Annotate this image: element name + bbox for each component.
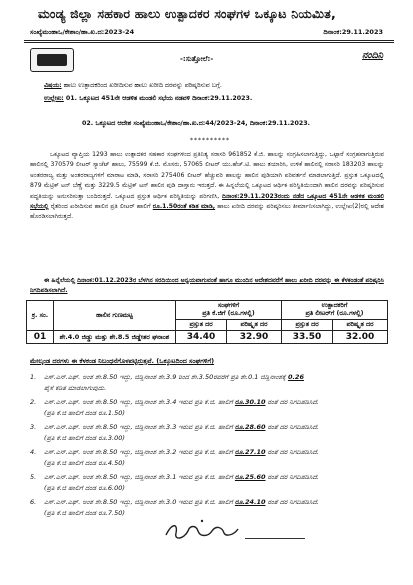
col-society-revised: ಪರಿಷ್ಕೃತ ದರ <box>227 320 282 331</box>
col-producer-revised: ಪರಿಷ್ಕೃತ ದರ <box>333 320 388 331</box>
item-text-end: ರಂತೆ ದರ ನಿಗದಿಪಡಿಸಿದೆ. <box>267 398 319 406</box>
item-line <box>44 422 388 433</box>
body-paragraph-2 <box>30 276 384 297</box>
item-text-end: ರಂತೆ ದರ ನಿಗದಿಪಡಿಸಿದೆ. <box>267 448 319 456</box>
row-grade: ಶೇ.4.0 ಜಿಡ್ಡು ಮತ್ತು ಶೇ.8.5 ಜಿಡ್ಡೇತರ ಘನಾಂಶ <box>54 331 176 344</box>
circular-date: ದಿನಾಂಕ:29.11.2023 <box>323 28 383 36</box>
col-producer-current: ಪ್ರಸ್ತುತ ದರ <box>282 320 333 331</box>
item-text: ಎಸ್.ಎನ್.ಎಫ್. ಅಂಶ ಶೇ.8.50 ಇದ್ದು, ಜಿಡ್ಡಿನಾಂಶ ಶೇ.3.9 ರಿಂದ ಶೇ.3.50ರವರೆಗೆ ಪ್ರತಿ ಶೇ.0.1 ಜಿಡ್ಡಿನಾಂಶಕ್ಕೆ <box>44 373 286 381</box>
group-producer-title: ಉತ್ಪಾದಕರಿಗೆ <box>321 302 348 309</box>
item-text: ಎಸ್.ಎನ್.ಎಫ್. ಅಂಶ ಶೇ.8.50 ಇದ್ದು, ಜಿಡ್ಡಿನಾಂಶ ಶೇ.3.3 ಇರುವ ಪ್ರತಿ ಕೆ.ಜಿ. ಹಾಲಿಗೆ <box>44 423 233 431</box>
union-logo <box>30 48 74 72</box>
item-line <box>44 497 388 508</box>
item-amount: ರೂ.24.10 <box>234 498 266 506</box>
reference-number: ಸಂಖ್ಯೆಮಂಹಾಒ/ಕೇಶಾಂ/ಹಾ.ಖ.ದ:2023-24 <box>30 28 135 36</box>
item-line <box>44 447 388 458</box>
item-text: ಎಸ್.ಎನ್.ಎಫ್. ಅಂಶ ಶೇ.8.50 ಇದ್ದು, ಜಿಡ್ಡಿನಾಂಶ ಶೇ.3.1 ಇರುವ ಪ್ರತಿ ಕೆ.ಜಿ. ಹಾಲಿಗೆ <box>44 473 233 481</box>
group-society-title: ಸಂಘಗಳಿಗೆ <box>217 302 240 309</box>
separator-stars: ********** <box>190 137 230 144</box>
group-society <box>176 301 282 320</box>
body-paragraph-1 <box>30 150 384 223</box>
item-number: 2. <box>30 398 37 406</box>
para1-meeting-date: ದಿನಾಂಕ:29.11.2023ರಂದು ನಡೆದ ಒಕ್ಕೂಟದ 451ನೇ ಆಡಳಿತ ಮಂಡಲಿ ಸಭೆಯಲ್ಲಿ <box>30 192 384 211</box>
item-penalty: (ಪ್ರತಿ ಕೆ.ಜಿ ಹಾಲಿಗೆ ದಂಡ ರೂ.6.00) <box>44 484 125 492</box>
nandini-brand-mark: ನಂದಿನಿ <box>362 50 383 61</box>
item-number: 6. <box>30 498 37 506</box>
item-penalty: (ಪ್ರತಿ ಕೆ.ಜಿ ಹಾಲಿಗೆ ದಂಡ ರೂ.1.50) <box>44 409 125 417</box>
item-amount: ರೂ.30.10 <box>234 398 266 406</box>
item-amount: ರೂ.25.60 <box>234 473 266 481</box>
circular-heading: -:ಸುತ್ತೋಲೆ:- <box>180 55 214 63</box>
producer-revised-rate: 32.00 <box>333 331 388 344</box>
item-amount: 0.26 <box>287 373 304 381</box>
header-rule-double <box>24 42 394 43</box>
item-text-end: ರಂತೆ ದರ ನಿಗದಿಪಡಿಸಿದೆ. <box>267 423 319 431</box>
item-number: 5. <box>30 473 37 481</box>
society-current-rate: 34.40 <box>176 331 227 344</box>
item-amount: ರೂ.28.60 <box>234 423 266 431</box>
subject-line <box>44 82 222 90</box>
para1-reduction: ರೂ.1.50ರಂತೆ ಕಡಿತ ಮಾಡಿ, <box>152 203 216 211</box>
reference-item-2: 02. ಒಕ್ಕೂಟದ ಆದೇಶ ಸಂಖ್ಯೆಮಂಹಾಒ/ಕೇಶಾಂ/ಹಾ.ಖ.ದ:44/2023-24, ದಿನಾಂಕ:29.11.2023. <box>82 120 310 127</box>
list-item <box>30 472 388 494</box>
group-society-unit: ಪ್ರತಿ ಕೆ.ಜಿಗೆ (ರೂ.ಗಳಲ್ಲಿ) <box>202 310 255 317</box>
item-line <box>44 372 388 383</box>
reference-label: ಉಲ್ಲೇಖ: <box>44 95 64 102</box>
para2-text-a: ಈ ಹಿನ್ನೆಲೆಯಲ್ಲಿ <box>44 277 76 284</box>
group-producer-unit: ಪ್ರತಿ ಲೀಟರ್‌ಗೆ (ರೂ.ಗಳಲ್ಲಿ) <box>305 310 364 317</box>
col-society-current: ಪ್ರಸ್ತುತ ದರ <box>176 320 227 331</box>
col-milk-grade: ಹಾಲಿನ ಗುಣಮಟ್ಟ <box>54 301 176 331</box>
item-penalty: (ಪ್ರತಿ ಕೆ.ಜಿ ಹಾಲಿಗೆ ದಂಡ ರೂ.4.50) <box>44 459 125 467</box>
list-item <box>30 372 388 394</box>
para1-text-a: ಒಕ್ಕೂಟದ ವ್ಯಾಪ್ತಿಯ 1293 ಹಾಲು ಉತ್ಪಾದಕರ ಸಹಕಾರ ಸಂಘಗಳಿಂದ ಪ್ರತಿನಿತ್ಯ ಸರಾಸರಿ 961852 ಕೆ.ಜಿ. ಹಾಲನ್ನು ಸಂಗ್ರಹಿಸಲಾಗುತ್ತಿದ್ದು, ಒಟ್ಟಾರೆ ಸಂಗ್ರಹವಾಗುತ್ತಿರುವ ಹಾಲಿನಲ್ಲಿ 370579 ಲೀಟರ್ ಸ್ಯಾಚೆಟ್ ಹಾಲು, 75599 ಕೆ.ಜಿ. ಮೊಸರು, 57065 ಲೀಟರ್ ಯು.ಹೆಚ್.ಟಿ. ಹಾಲು ತಯಾರಿಸಿ, ಉಳಿಕೆ ಹಾಲಿನಲ್ಲಿ ಸರಾಸರಿ 183203 ಹಾಲನ್ನು ಅಂತರರಾಜ್ಯ ಮತ್ತು ಅಂತರರಾಜ್ಯಗಳಿಗೆ ಮಾರಾಟ ಮಾಡಿ, ಸರಾಸರಿ 275406 ಲೀಟರ್ ಹೆಚ್ಚುವರಿ ಹಾಲನ್ನು ಹಾಲಿನ ಪುಡಿಯಾಗಿ ಪರಿವರ್ತನೆ ಮಾಡಲಾಗುತ್ತಿದೆ. ಪ್ರಸ್ತುತ ಒಕ್ಕೂಟದಲ್ಲಿ 879 ಮೆಟ್ರಿಕ್ ಟನ್ ಬೆಣ್ಣೆ ಮತ್ತು 3229.5 ಮೆಟ್ರಿಕ್ ಟನ್ ಹಾಲಿನ ಪುಡಿ ದಾಸ್ತಾನು ಇರುತ್ತದೆ. ಈ ಹಿನ್ನಲೆಯಲ್ಲಿ ಒಕ್ಕೂಟದ ಆರ್ಥಿಕ ಪರಿಸ್ಥಿತಿಯಿಂದಾಗಿ ಹಾಲಿನ ದರವನ್ನು ಪರಿಷ್ಕರಿಸುವ ಪದ್ಧತಿಯನ್ನು ಅನುಸರಿಸುತ್ತಾ ಬಂದಿರುತ್ತದೆ. ಒಕ್ಕೂಟದ ಪ್ರಸ್ತುತ ಆರ್ಥಿಕ ಪರಿಸ್ಥಿತಿಯನ್ನು ಪರಿಗಣಿಸಿ, <box>30 151 384 200</box>
signature-line <box>245 538 305 539</box>
para2-effective-date: ದಿನಾಂಕ:01.12.2023ರ ಬೆಳಗಿನ ಸರದಿಯಿಂದ ಅನ್ವಯವಾಗುವಂತೆ ಹಾಗೂ ಮುಂದಿನ ಆದೇಶದವರೆಗೆ ಹಾಲು ಖರೀದಿ ದರವನ್ನು ಈ ಕೆಳಕಂಡಂತೆ ಪರಿಷ್ಕರಿಸಿ ನಿಗದಿಪಡಿಸಲಾಗಿದೆ. <box>30 277 384 295</box>
price-table <box>26 300 388 344</box>
table-row <box>27 331 388 344</box>
list-item <box>30 422 388 444</box>
item-text: ಎಸ್.ಎನ್.ಎಫ್. ಅಂಶ ಶೇ.8.50 ಇದ್ದು, ಜಿಡ್ಡಿನಾಂಶ ಶೇ.3.4 ಇರುವ ಪ್ರತಿ ಕೆ.ಜಿ. ಹಾಲಿಗೆ <box>44 398 233 406</box>
row-sl: 01 <box>27 331 54 344</box>
list-item <box>30 447 388 469</box>
penalty-list <box>30 372 388 522</box>
reference-item-1: 01. ಒಕ್ಕೂಟದ 451ನೇ ಆಡಳಿತ ಮಂಡಲಿ ಸಭೆಯ ನಡವಳಿ ದಿನಾಂಕ:29.11.2023. <box>65 95 253 102</box>
subject-text: ಹಾಲು ಉತ್ಪಾದಕರಿಂದ ಖರೀದಿಸುವ ಹಾಲು ಖರೀದಿ ದರವನ್ನು ಪರಿಷ್ಕರಿಸುವ ಬಗ್ಗೆ. <box>63 82 222 89</box>
item-amount: ರೂ.27.10 <box>234 448 266 456</box>
item-text-end: ಪೈಸೆ ಕಡಿತ ಮಾಡಲಾಗುವುದು. <box>44 384 107 392</box>
signature <box>162 515 242 545</box>
reference-line-2 <box>82 120 310 128</box>
penalty-heading: ಮೇಲ್ಕಂಡ ದರಗಳು ಈ ಕೆಳಕಂಡ ನಿಬಂಧನೆಗೊಳಪಟ್ಟಿರುತ್ತವೆ. (ಒಕ್ಕೂಟದಿಂದ ಸಂಘಗಳಿಗೆ) <box>30 357 215 365</box>
item-line <box>44 397 388 408</box>
list-item <box>30 397 388 419</box>
item-text-end: ರಂತೆ ದರ ನಿಗದಿಪಡಿಸಿದೆ. <box>267 473 319 481</box>
col-sl-no: ಕ್ರ. ಸಂ. <box>27 301 54 331</box>
item-penalty: (ಪ್ರತಿ ಕೆ.ಜಿ ಹಾಲಿಗೆ ದಂಡ ರೂ.7.50) <box>44 509 125 517</box>
union-title: ಮಂಡ್ಯ ಜಿಲ್ಲಾ ಸಹಕಾರ ಹಾಲು ಉತ್ಪಾದಕರ ಸಂಘಗಳ ಒಕ್ಕೂಟ ನಿಯಮಿತ, <box>38 6 336 21</box>
item-number: 1. <box>30 373 37 381</box>
item-text: ಎಸ್.ಎನ್.ಎಫ್. ಅಂಶ ಶೇ.8.50 ಇದ್ದು, ಜಿಡ್ಡಿನಾಂಶ ಶೇ.3.0 ಇರುವ ಪ್ರತಿ ಕೆ.ಜಿ. ಹಾಲಿಗೆ <box>44 498 233 506</box>
item-number: 3. <box>30 423 37 431</box>
producer-current-rate: 33.50 <box>282 331 333 344</box>
item-line <box>44 472 388 483</box>
item-text-end: ರಂತೆ ದರ ನಿಗದಿಪಡಿಸಿದೆ. <box>267 498 319 506</box>
society-revised-rate: 32.90 <box>227 331 282 344</box>
header-rule <box>24 40 394 41</box>
logo-mark-icon <box>37 54 67 66</box>
subject-label: ವಿಷಯ: <box>44 82 62 89</box>
reference-line-1 <box>44 95 252 103</box>
item-text: ಎಸ್.ಎನ್.ಎಫ್. ಅಂಶ ಶೇ.8.50 ಇದ್ದು, ಜಿಡ್ಡಿನಾಂಶ ಶೇ.3.2 ಇರುವ ಪ್ರತಿ ಕೆ.ಜಿ. ಹಾಲಿಗೆ <box>44 448 233 456</box>
para1-text-e: ಹಾಲು ಖರೀದಿ ದರವನ್ನು ಪರಿಷ್ಕರಿಸಲು ತೀರ್ಮಾನಿಸಲಾಗಿದ್ದು, ಉಲ್ಲೇಖ(2)ರಲ್ಲಿ ಆದೇಶ ಹೊರಡಿಸಲಾಗಿರುತ್ತದೆ. <box>30 203 385 221</box>
para1-text-c: ರೈತರಿಂದ ಖರೀದಿಸುವ ಹಾಲಿನ ಪ್ರತಿ ಲೀಟರ್ ಹಾಲಿಗೆ <box>50 203 151 211</box>
group-producer <box>282 301 388 320</box>
item-penalty: (ಪ್ರತಿ ಕೆ.ಜಿ ಹಾಲಿಗೆ ದಂಡ ರೂ.3.00) <box>44 434 125 442</box>
item-number: 4. <box>30 448 37 456</box>
